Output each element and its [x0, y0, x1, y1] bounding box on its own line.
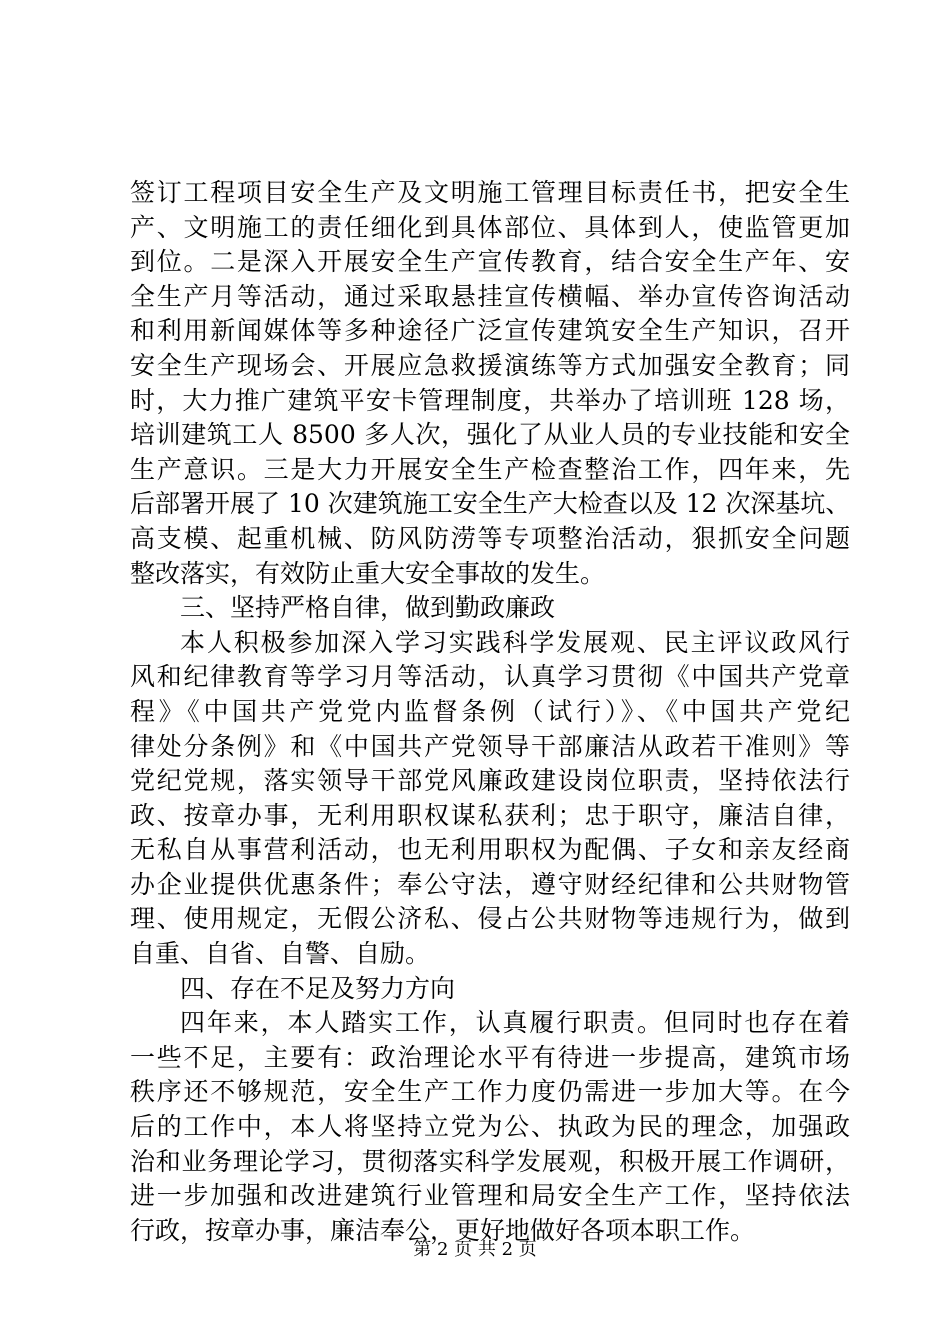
text-line: 本人积极参加深入学习实践科学发展观、民主评议政风行 — [180, 627, 850, 657]
text-line: 后部署开展了 10 次建筑施工安全生产大检查以及 12 次深基坑、 — [130, 489, 851, 519]
text-line: 程》《中国共产党党内监督条例（试行）》、《中国共产党纪 — [130, 696, 850, 726]
text-line: 行政，按章办事，廉洁奉公，更好地做好各项本职工作。 — [130, 1215, 756, 1245]
section-heading: 四、存在不足及努力方向 — [180, 973, 456, 1003]
text-line: 生产意识。三是大力开展安全生产检查整治工作，四年来，先 — [130, 454, 850, 484]
text-line: 整改落实，有效防止重大安全事故的发生。 — [130, 558, 606, 588]
text-line: 治和业务理论学习，贯彻落实科学发展观，积极开展工作调研， — [130, 1146, 850, 1176]
text-line: 时，大力推广建筑平安卡管理制度，共举办了培训班 128 场， — [130, 385, 850, 415]
text-line: 进一步加强和改进建筑行业管理和局安全生产工作，坚持依法 — [130, 1181, 850, 1211]
text-line: 签订工程项目安全生产及文明施工管理目标责任书，把安全生 — [130, 178, 850, 207]
text-line: 和利用新闻媒体等多种途径广泛宣传建筑安全生产知识，召开 — [130, 316, 850, 346]
text-line: 一些不足，主要有：政治理论水平有待进一步提高，建筑市场 — [130, 1042, 850, 1072]
text-line: 安全生产现场会、开展应急救援演练等方式加强安全教育；同 — [130, 350, 850, 380]
page-footer: 第 2 页 共 2 页 — [413, 1239, 537, 1260]
text-line: 党纪党规，落实领导干部党风廉政建设岗位职责，坚持依法行 — [130, 766, 850, 796]
text-line: 办企业提供优惠条件；奉公守法，遵守财经纪律和公共财物管 — [130, 869, 850, 899]
text-line: 无私自从事营利活动，也无利用职权为配偶、子女和亲友经商 — [130, 835, 850, 865]
text-line: 到位。二是深入开展安全生产宣传教育，结合安全生产年、安 — [130, 247, 850, 277]
text-line: 秩序还不够规范，安全生产工作力度仍需进一步加大等。在今 — [130, 1077, 850, 1107]
text-line: 后的工作中，本人将坚持立党为公、执政为民的理念，加强政 — [130, 1112, 850, 1142]
text-line: 风和纪律教育等学习月等活动，认真学习贯彻《中国共产党章 — [130, 662, 850, 692]
text-line: 全生产月等活动，通过采取悬挂宣传横幅、举办宣传咨询活动 — [130, 281, 850, 311]
text-line: 自重、自省、自警、自励。 — [130, 939, 431, 969]
document-body — [130, 176, 850, 1248]
text-line: 理、使用规定，无假公济私、侵占公共财物等违规行为，做到 — [130, 904, 850, 934]
text-line: 政、按章办事，无利用职权谋私获利；忠于职守，廉洁自律， — [130, 800, 850, 830]
text-line: 高支模、起重机械、防风防涝等专项整治活动，狠抓安全问题 — [130, 523, 850, 553]
text-line: 四年来，本人踏实工作，认真履行职责。但同时也存在着 — [180, 1008, 850, 1038]
text-line: 产、文明施工的责任细化到具体部位、具体到人，使监管更加 — [130, 212, 850, 242]
text-line: 培训建筑工人 8500 多人次，强化了从业人员的专业技能和安全 — [130, 420, 850, 450]
text-line: 律处分条例》和《中国共产党领导干部廉洁从政若干准则》等 — [130, 731, 850, 761]
section-heading: 三、坚持严格自律，做到勤政廉政 — [180, 593, 556, 623]
